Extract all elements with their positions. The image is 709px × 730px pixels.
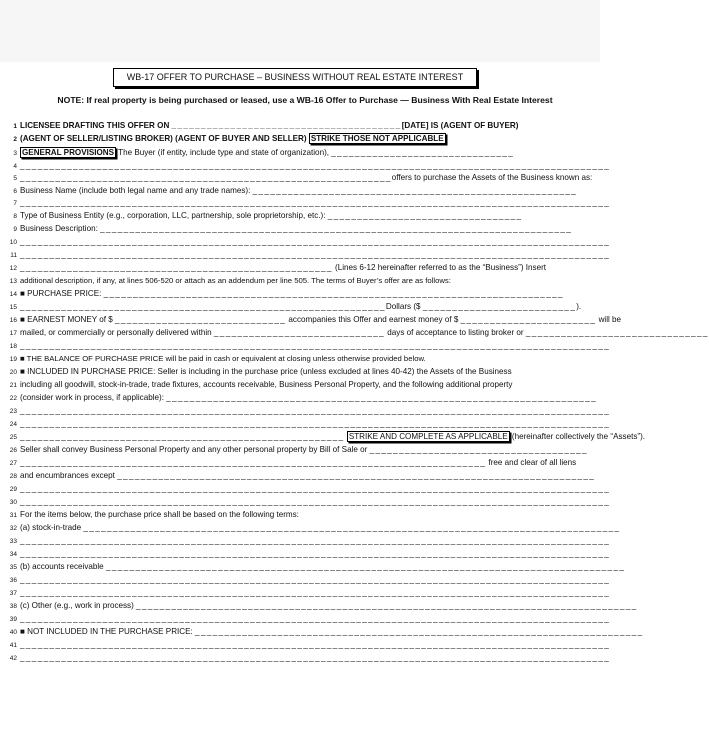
form-line-31: 31 For the items below, the purchase price shall be based on the following terms: <box>9 510 299 519</box>
form-line-10: 10 ____________________________________________________________________________________________________ <box>9 237 611 246</box>
general-provisions-label: GENERAL PROVISIONS <box>22 148 115 157</box>
form-line-1: 1 LICENSEE DRAFTING THIS OFFER ON _______________________________________[DATE] IS (AGENT OF BUYER) <box>13 121 519 130</box>
form-line-33: 33 ____________________________________________________________________________________________________ <box>9 536 611 545</box>
form-title: WB-17 OFFER TO PURCHASE – BUSINESS WITHOUT REAL ESTATE INTEREST <box>113 68 477 87</box>
form-line-20: 20 ■ INCLUDED IN PURCHASE PRICE: Seller is including in the purchase price (unless excluded at lines 40-42) the Assets of the Business <box>9 367 512 376</box>
form-line-41: 41 ____________________________________________________________________________________________________ <box>9 640 611 649</box>
form-line-2: 2 (AGENT OF SELLER/LISTING BROKER) (AGENT OF BUYER AND SELLER) STRIKE THOSE NOT APPLICABLE <box>13 134 444 143</box>
form-line-37: 37 ____________________________________________________________________________________________________ <box>9 588 611 597</box>
form-line-27: 27 _______________________________________________________________________________ free and clear of all liens <box>9 458 577 467</box>
form-line-12: 12 _____________________________________________________ (Lines 6-12 hereinafter referred to as the “Business”) Insert <box>9 263 547 272</box>
note-line: NOTE: If real property is being purchased or leased, use a WB-16 Offer to Purchase — Business With Real Estate Interest <box>57 95 553 105</box>
form-line-9: 9 Business Description: ________________________________________________________________________________ <box>13 224 573 233</box>
strike-and-complete: STRIKE AND COMPLETE AS APPLICABLE <box>348 432 508 441</box>
form-line-34: 34 ____________________________________________________________________________________________________ <box>9 549 611 558</box>
form-line-42: 42 ____________________________________________________________________________________________________ <box>9 653 611 662</box>
form-line-22: 22 (consider work in process, if applicable): _________________________________________________________________________ <box>9 393 598 402</box>
form-line-35: 35 (b) accounts receivable ________________________________________________________________________________________ <box>9 562 626 571</box>
form-line-21: 21 including all goodwill, stock-in-trade, trade fixtures, accounts receivable, Business Personal Property, and the following additional property <box>9 380 513 389</box>
form-line-14: 14 ■ PURCHASE PRICE: ______________________________________________________________________________ <box>9 289 564 298</box>
form-line-29: 29 ____________________________________________________________________________________________________ <box>9 484 611 493</box>
form-line-25: 25 _______________________________________________________ STRIKE AND COMPLETE AS APPLICABLE (hereinafter collectively the “Assets”). <box>9 432 646 441</box>
form-line-38: 38 (c) Other (e.g., work in process) _____________________________________________________________________________________ <box>9 601 638 610</box>
form-line-24: 24 ____________________________________________________________________________________________________ <box>9 419 611 428</box>
form-line-30: 30 ____________________________________________________________________________________________________ <box>9 497 611 506</box>
form-line-6: 6 Business Name (include both legal name and any trade names): _______________________________________________________ <box>13 186 578 195</box>
form-line-7: 7 ____________________________________________________________________________________________________ <box>13 198 611 207</box>
form-line-39: 39 ____________________________________________________________________________________________________ <box>9 614 611 623</box>
form-line-16: 16 ■ EARNEST MONEY of $ _____________________________ accompanies this Offer and earnest money of $ _______________________ will be <box>9 315 622 324</box>
form-line-8: 8 Type of Business Entity (e.g., corporation, LLC, partnership, sole proprietorship, etc.): _________________________________ <box>13 211 523 220</box>
form-line-11: 11 ____________________________________________________________________________________________________ <box>10 250 611 259</box>
form-line-36: 36 ____________________________________________________________________________________________________ <box>9 575 611 584</box>
top-band <box>0 0 600 62</box>
form-line-17: 17 mailed, or commercially or personally delivered within _____________________________ days of acceptance to listing broker or _______________________________ <box>9 328 709 337</box>
form-line-13: 13 additional description, if any, at lines 506-520 or attach as an addendum per line 505. The terms of Buyer’s offer are as follows: <box>9 276 451 285</box>
form-line-4: 4 ____________________________________________________________________________________________________ <box>13 161 611 170</box>
form-line-3: 3 GENERAL PROVISIONS The Buyer (if entity, include type and state of organization), _______________________________ <box>13 148 515 157</box>
form-line-32: 32 (a) stock-in-trade ___________________________________________________________________________________________ <box>9 523 621 532</box>
form-line-19: 19 ■ THE BALANCE OF PURCHASE PRICE will be paid in cash or equivalent at closing unless otherwise provided below. <box>9 354 426 363</box>
form-line-23: 23 ____________________________________________________________________________________________________ <box>9 406 611 415</box>
form-line-18: 18 ____________________________________________________________________________________________________ <box>9 341 611 350</box>
form-line-26: 26 Seller shall convey Business Personal Property and any other personal property by Bill of Sale or _____________________________________ <box>9 445 588 454</box>
form-line-40: 40 ■ NOT INCLUDED IN THE PURCHASE PRICE: ____________________________________________________________________________ <box>9 627 644 636</box>
form-line-15: 15 ______________________________________________________________Dollars ($ __________________________). <box>9 302 582 311</box>
form-line-5: 5 _______________________________________________________________offers to purchase the Assets of the Business known as: <box>13 173 593 182</box>
form-line-28: 28 and encumbrances except _________________________________________________________________________________ <box>9 471 596 480</box>
strike-not-applicable: STRIKE THOSE NOT APPLICABLE <box>310 134 444 143</box>
